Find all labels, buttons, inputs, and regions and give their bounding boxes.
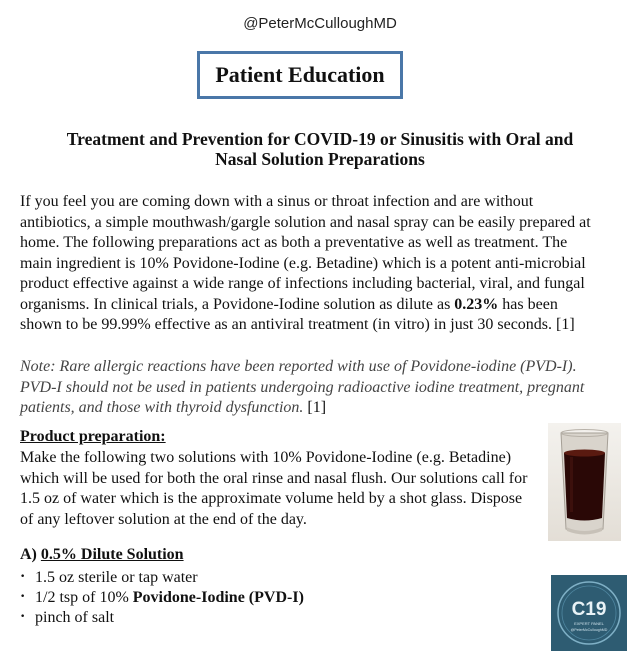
heading-line-2: Nasal Solution Preparations [215, 149, 425, 169]
solution-a-prefix: A) [20, 546, 41, 563]
ingredient-list [20, 567, 304, 627]
list-item-text: pinch of salt [35, 609, 115, 626]
list-item [20, 587, 304, 607]
bullet-icon: • [20, 592, 26, 602]
note-reference: [1] [303, 399, 327, 416]
list-item-text: 1.5 oz sterile or tap water [35, 569, 198, 586]
list-item-bold: Povidone-Iodine (PVD-I) [132, 589, 304, 606]
shot-glass-image [548, 423, 621, 541]
list-item [20, 567, 304, 587]
bullet-icon: • [20, 572, 26, 582]
bullet-icon: • [20, 612, 26, 622]
note-paragraph [20, 357, 600, 419]
intro-text-end: has been shown to be 99.99% effective as an antiviral treatment (in vitro) in just 30 seconds. [1] [20, 295, 575, 333]
solution-a-title [20, 546, 184, 564]
page-title: Patient Education [197, 51, 403, 99]
intro-highlight: 0.23% [454, 295, 499, 313]
badge-main-text: C19 [571, 599, 607, 620]
product-preparation-text: Make the following two solutions with 10% Povidone-Iodine (e.g. Betadine) which will be used for both the oral rinse and nasal flush. Our solutions call for 1.5 oz of water which is the approximate volume held by a shot glass. Dispose of any leftover solution at the end of the day. [20, 449, 528, 528]
document-heading [20, 129, 620, 169]
c19-expert-panel-logo [551, 575, 627, 651]
product-preparation-title: Product preparation: [20, 428, 166, 445]
intro-paragraph [20, 192, 600, 336]
heading-line-1: Treatment and Prevention for COVID-19 or Sinusitis with Oral and [66, 129, 574, 149]
list-item-text: 1/2 tsp of 10% [35, 589, 133, 606]
intro-text: If you feel you are coming down with a sinus or throat infection and are without antibiotics, a simple mouthwash/gargle solution and nasal spray can be easily prepared at home. The following preparations act as both a preventative as well as treatment. The main ingredient is 10% Povidone-Iodine (e.g. Betadine) which is a potent anti-microbial product effective against a wide range of infections including bacterial, viral, and fungal organisms. In clinical trials, a Povidone-Iodine solution as dilute as [20, 193, 591, 313]
note-text: Note: Rare allergic reactions have been reported with use of Povidone-iodine (PVD-I). PVD-I should not be used in patients undergoing radioactive iodine treatment, pregnant patients, and those with thyroid dysfunction. [20, 358, 585, 416]
badge-line-1: EXPERT PANEL [574, 621, 604, 626]
badge-line-2: @PeterMcCulloughMD [570, 628, 608, 632]
solution-a-name: 0.5% Dilute Solution [40, 546, 184, 563]
list-item [20, 607, 304, 627]
author-handle: @PeterMcCulloughMD [243, 15, 397, 32]
